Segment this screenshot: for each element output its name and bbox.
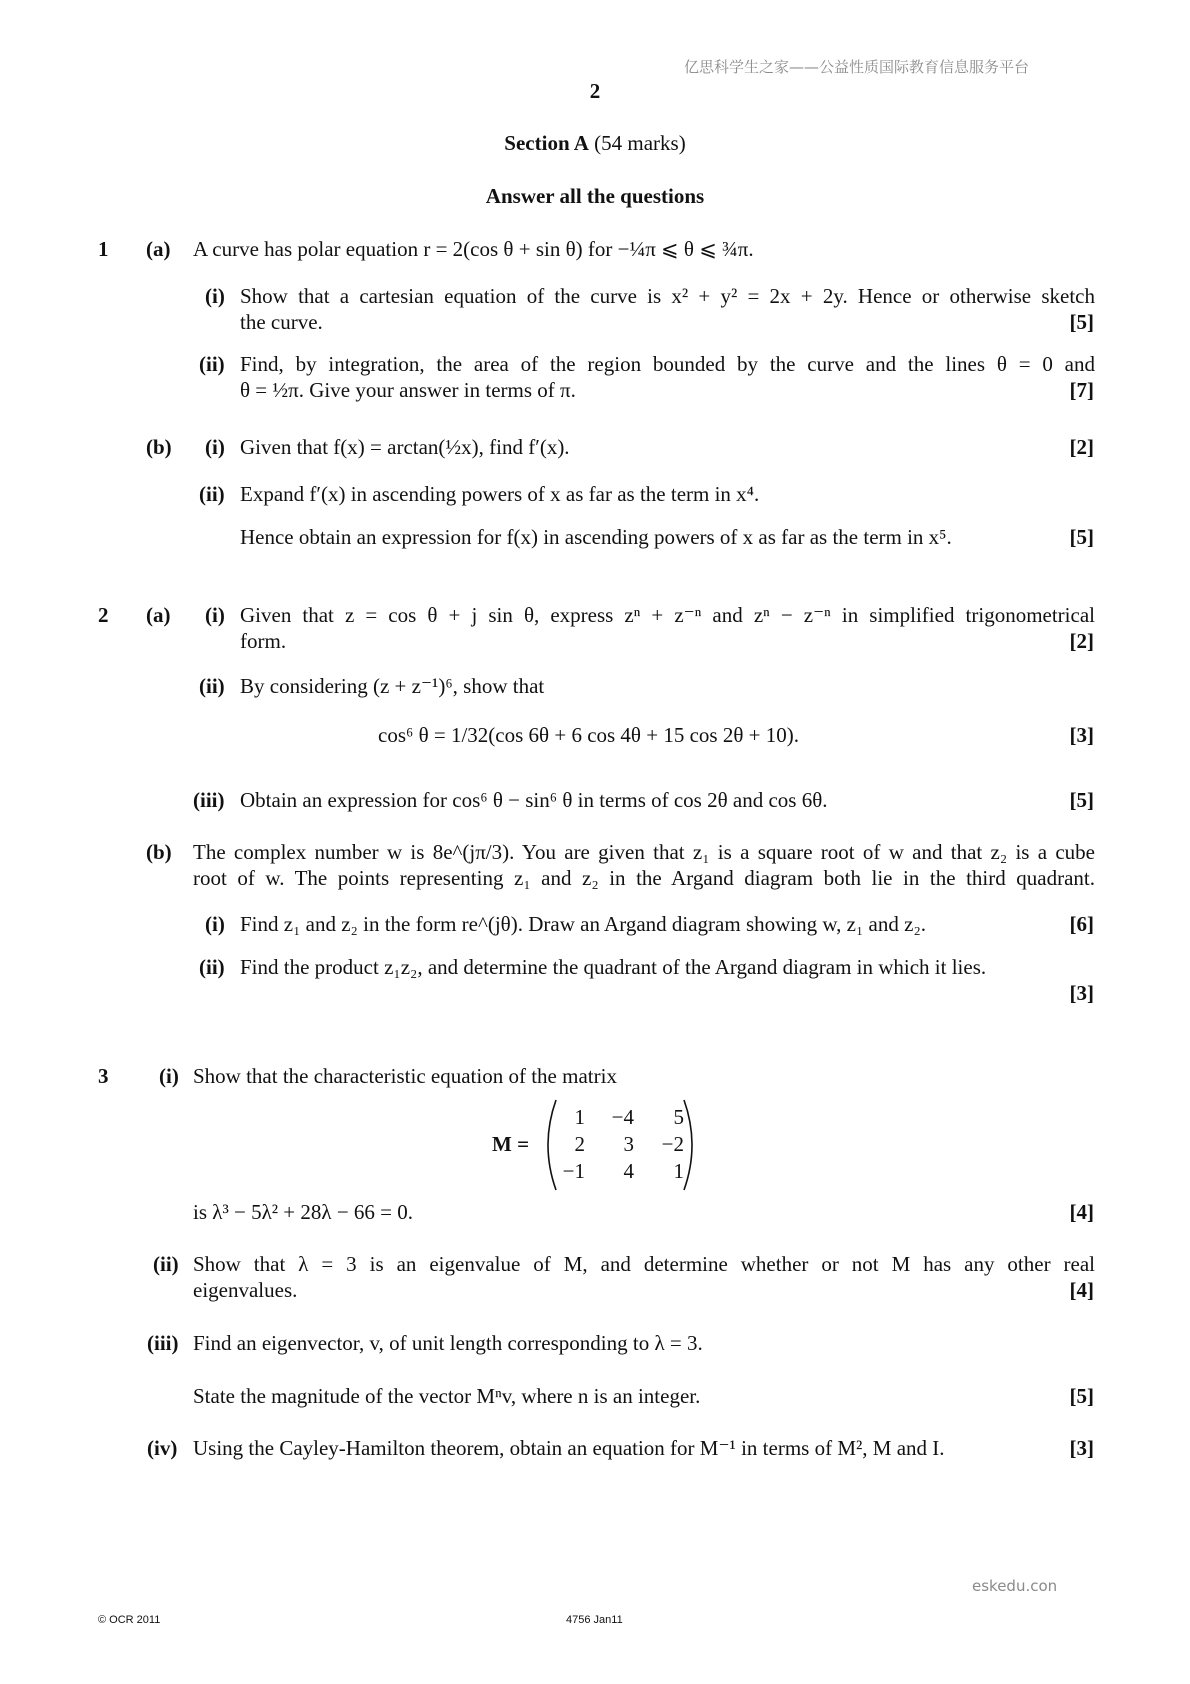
- q3-i-text: Show that the characteristic equation of the matrix: [193, 1064, 617, 1088]
- q1-ii-text-1: Find, by integration, the area of the region bounded by the curve and the lines θ = 0 and: [240, 352, 1095, 376]
- q2-aii-equation: cos⁶ θ = 1/32(cos 6θ + 6 cos 4θ + 15 cos 2θ + 10).: [378, 723, 799, 747]
- q2-bii-label: (ii): [199, 955, 225, 979]
- q2-aiii-marks: [5]: [1069, 788, 1094, 812]
- q3-iv-marks: [3]: [1069, 1436, 1094, 1460]
- q3-iv-text: Using the Cayley-Hamilton theorem, obtain an equation for M⁻¹ in terms of M², M and I.: [193, 1436, 945, 1460]
- watermark-bottom: eskedu.con: [972, 1577, 1058, 1595]
- q2-aiii-label: (iii): [193, 788, 225, 812]
- matrix-name: [492, 1131, 529, 1157]
- q1-i-label: (i): [205, 284, 225, 308]
- matrix-cell: 1: [574, 1105, 585, 1129]
- q3-i-marks: [4]: [1069, 1200, 1094, 1224]
- section-title: Section A: [504, 131, 589, 155]
- q3-i-label: (i): [159, 1064, 179, 1088]
- matrix-right-paren-icon: [684, 1100, 692, 1190]
- q2-b-text-2: root of w. The points representing z₁ and z₂ in the Argand diagram both lie in the third quadrant.: [193, 866, 1095, 890]
- watermark-top: 亿思科学生之家——公益性质国际教育信息服务平台: [684, 58, 1030, 76]
- q3-ii-label: (ii): [153, 1252, 179, 1276]
- matrix-cell: −1: [562, 1159, 585, 1183]
- q1-a-text: A curve has polar equation r = 2(cos θ + sin θ) for −¼π ⩽ θ ⩽ ¾π.: [193, 237, 754, 261]
- matrix-cell: 4: [623, 1159, 634, 1183]
- q1-ii-text-2: θ = ½π. Give your answer in terms of π.: [240, 378, 576, 402]
- q2-a-label: (a): [146, 603, 171, 627]
- q2-aiii-text: Obtain an expression for cos⁶ θ − sin⁶ θ in terms of cos 2θ and cos 6θ.: [240, 788, 828, 812]
- q1-bii-text-1: Expand f′(x) in ascending powers of x as far as the term in x⁴.: [240, 482, 760, 506]
- q2-aii-marks: [3]: [1069, 723, 1094, 747]
- matrix-cell: 2: [574, 1132, 585, 1156]
- q3-iii-text-2: State the magnitude of the vector Mⁿv, where n is an integer.: [193, 1384, 701, 1408]
- q3-iii-label: (iii): [147, 1331, 179, 1355]
- q1-a-label: (a): [146, 237, 171, 261]
- q1-i-marks: [5]: [1069, 310, 1094, 334]
- copyright: © OCR 2011: [98, 1614, 161, 1626]
- q1-bii-marks: [5]: [1069, 525, 1094, 549]
- q2-aii-label: (ii): [199, 674, 225, 698]
- q1-bi-marks: [2]: [1069, 435, 1094, 459]
- q3-ii-text-2: eigenvalues.: [193, 1278, 298, 1302]
- q1-bii-label: (ii): [199, 482, 225, 506]
- q2-b-text-1: The complex number w is 8e^(jπ/3). You are given that z₁ is a square root of w and that z₂ is a cube: [193, 840, 1095, 864]
- q1-b-label: (b): [146, 435, 172, 459]
- q2-aii-text: By considering (z + z⁻¹)⁶, show that: [240, 674, 545, 698]
- q3-iii-marks: [5]: [1069, 1384, 1094, 1408]
- q1-i-text-1: Show that a cartesian equation of the curve is x² + y² = 2x + 2y. Hence or otherwise sketch: [240, 284, 1095, 308]
- matrix-cell: −4: [611, 1105, 634, 1129]
- matrix-cell: 3: [623, 1132, 634, 1156]
- section-marks: (54 marks): [594, 131, 686, 155]
- q2-bii-marks: [3]: [1069, 981, 1094, 1005]
- q3-number: 3: [98, 1064, 109, 1088]
- q2-bi-text: Find z₁ and z₂ in the form re^(jθ). Draw an Argand diagram showing w, z₁ and z₂.: [240, 912, 927, 936]
- q2-ai-text-1: Given that z = cos θ + j sin θ, express zⁿ + z⁻ⁿ and zⁿ − z⁻ⁿ in simplified trigonometrical: [240, 603, 1095, 627]
- q2-b-label: (b): [146, 840, 172, 864]
- q1-ii-label: (ii): [199, 352, 225, 376]
- q1-bii-text-2: Hence obtain an expression for f(x) in ascending powers of x as far as the term in x⁵.: [240, 525, 952, 549]
- q1-bi-text: Given that f(x) = arctan(½x), find f′(x).: [240, 435, 570, 459]
- q1-ii-marks: [7]: [1069, 378, 1094, 402]
- instruction: Answer all the questions: [485, 184, 705, 208]
- q1-bi-label: (i): [205, 435, 225, 459]
- section-heading: [0, 130, 1190, 156]
- matrix-cell: 1: [673, 1159, 684, 1183]
- q2-ai-marks: [2]: [1069, 629, 1094, 653]
- q2-number: 2: [98, 603, 109, 627]
- q3-ii-text-1: Show that λ = 3 is an eigenvalue of M, and determine whether or not M has any other real: [193, 1252, 1095, 1276]
- matrix-cell: −2: [661, 1132, 684, 1156]
- q2-bii-text: Find the product z₁z₂, and determine the quadrant of the Argand diagram in which it lies.: [240, 955, 987, 979]
- page-number: 2: [589, 79, 601, 103]
- q1-i-text-2: the curve.: [240, 310, 323, 334]
- q3-i-equation: is λ³ − 5λ² + 28λ − 66 = 0.: [193, 1200, 414, 1224]
- matrix-cell: 5: [673, 1105, 684, 1129]
- matrix-label: M =: [492, 1132, 530, 1156]
- q3-iii-text-1: Find an eigenvector, v, of unit length corresponding to λ = 3.: [193, 1331, 703, 1355]
- q2-bi-label: (i): [205, 912, 225, 936]
- q2-ai-label: (i): [205, 603, 225, 627]
- q2-bi-marks: [6]: [1069, 912, 1094, 936]
- paper-code: 4756 Jan11: [566, 1614, 623, 1626]
- q1-number: 1: [98, 237, 109, 261]
- q3-iv-label: (iv): [147, 1436, 178, 1460]
- q2-ai-text-2: form.: [240, 629, 287, 653]
- q3-ii-marks: [4]: [1069, 1278, 1094, 1302]
